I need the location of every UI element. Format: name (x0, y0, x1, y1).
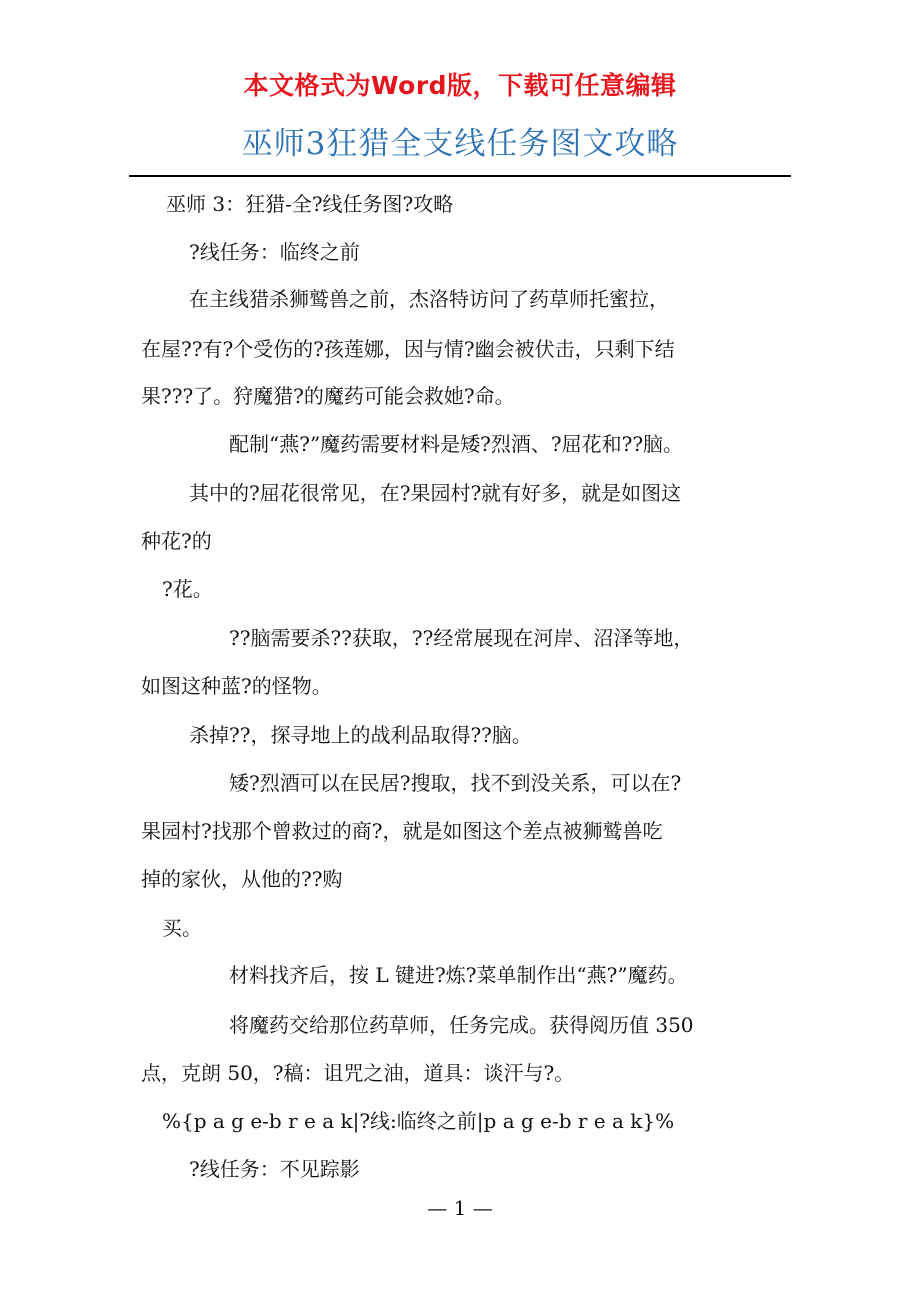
paragraph-line: ?花。 (162, 577, 213, 601)
paragraph-line: ?线任务：不见踪影 (189, 1157, 360, 1181)
paragraph-line: 巫师 3：狂猎-全?线任务图?攻略 (166, 192, 454, 216)
page-number: — 1 — (427, 1196, 493, 1220)
paragraph-line: 矮?烈酒可以在民居?搜取，找不到没关系，可以在? (229, 771, 682, 795)
paragraph-line: 买。 (162, 916, 202, 940)
paragraph-line: 配制“燕?”魔药需要材料是矮?烈酒、?屈花和??脑。 (229, 432, 684, 456)
paragraph-line: 掉的家伙，从他的??购 (141, 867, 343, 891)
paragraph-line: ??脑需要杀??获取，??经常展现在河岸、沼泽等地， (229, 626, 694, 650)
paragraph-line: ?线任务：临终之前 (189, 240, 360, 264)
document-title: 巫师3狂猎全支线任务图文攻略 (241, 126, 679, 162)
paragraph-line: %{p a g e-b r e a k|?线:临终之前|p a g e-b r e a k}% (162, 1109, 675, 1133)
paragraph-line: 果???了。狩魔猎?的魔药可能会救她?命。 (141, 384, 515, 408)
paragraph-line: 杀掉??，探寻地上的战利品取得??脑。 (189, 723, 532, 747)
paragraph-line: 种花?的 (141, 529, 212, 553)
header-divider (129, 175, 791, 177)
paragraph-line: 如图这种蓝?的怪物。 (141, 674, 332, 698)
paragraph-line: 在屋??有?个受伤的?孩莲娜，因与情?幽会被伏击，只剩下结 (141, 337, 675, 361)
paragraph-line: 将魔药交给那位药草师，任务完成。获得阅历值 350 (229, 1013, 694, 1037)
paragraph-line: 点，克朗 50，?稿：诅咒之油，道具：谈汗与?。 (141, 1061, 575, 1085)
paragraph-line: 在主线猎杀狮鹫兽之前，杰洛特访问了药草师托蜜拉， (189, 287, 669, 311)
paragraph-line: 其中的?屈花很常见，在?果园村?就有好多，就是如图这 (189, 481, 682, 505)
paragraph-line: 材料找齐后，按 L 键进?炼?菜单制作出“燕?”魔药。 (229, 963, 688, 987)
paragraph-line: 果园村?找那个曾救过的商?，就是如图这个差点被狮鹫兽吃 (141, 819, 663, 843)
download-banner: 本文格式为Word版，下载可任意编辑 (243, 71, 677, 100)
